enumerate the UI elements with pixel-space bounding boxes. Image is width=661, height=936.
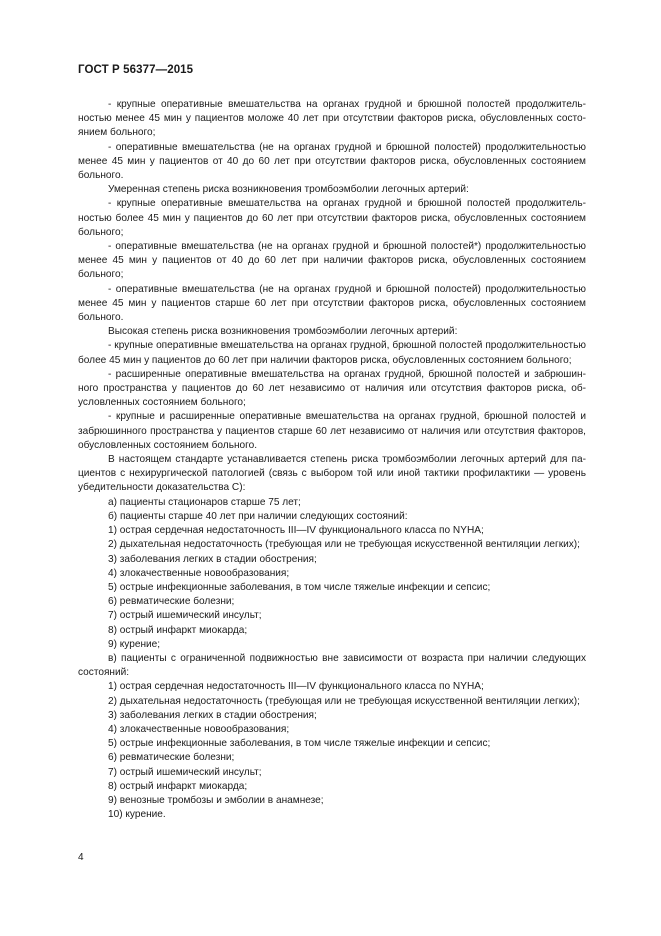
list-item: 9) венозные тромбозы и эмболии в анамнезе; [108, 794, 324, 806]
list-item: 8) острый инфаркт миокарда; [108, 624, 248, 636]
paragraph: Высокая степень риска возникновения тромбоэмболии легочных артерий: [108, 326, 458, 338]
list-item: 7) острый ишемический инсульт; [108, 766, 262, 778]
paragraph: - крупные и расширенные оперативные вмешательства на органах грудной, брюшной полостей и забрюшинного пространства у пациентов старше 60 лет независимо от наличия или отсутствия факторов, обусловленных состоянием больного. [78, 411, 586, 451]
paragraph: В настоящем стандарте устанавливается степень риска тромбоэмболии легочных артерий для пациентов с нехирургической патологией (связь с выбором той или иной тактики профилактики — уровень убедительности доказательства С): [78, 454, 586, 494]
list-item: 3) заболевания легких в стадии обострения; [108, 553, 317, 565]
list-item: 4) злокачественные новообразования; [108, 567, 290, 579]
list-item: а) пациенты стационаров старше 75 лет; [108, 496, 301, 508]
list-item: 6) ревматические болезни; [108, 596, 235, 608]
paragraph: Умеренная степень риска возникновения тромбоэмболии легочных артерий: [108, 184, 469, 196]
list-item: 5) острые инфекционные заболевания, в том числе тяжелые инфекции и сепсис; [108, 738, 491, 750]
list-item: 9) курение; [108, 638, 161, 650]
list-item: б) пациенты старше 40 лет при наличии следующих состояний: [108, 510, 408, 522]
page-number: 4 [78, 852, 84, 863]
paragraph: - крупные оперативные вмешательства на органах грудной и брюшной полостей продолжительностью менее 45 мин у пациентов моложе 40 лет при отсутствии факторов риска, обусловленных состоянием больного; [78, 99, 586, 139]
list-item: 7) острый ишемический инсульт; [108, 610, 262, 622]
body-text [78, 98, 586, 822]
list-item: 3) заболевания легких в стадии обострения; [108, 709, 317, 721]
list-item: 2) дыхательная недостаточность (требующая или не требующая искусственной вентиляции легких); [108, 695, 580, 707]
paragraph: - оперативные вмешательства (не на органах грудной и брюшной полостей) продолжительностью менее 45 мин у пациентов старше 60 лет при отсутствии факторов риска, обусловленных состоянием больного. [78, 283, 586, 324]
list-item: 2) дыхательная недостаточность (требующая или не требующая искусственной вентиляции легких); [108, 539, 580, 551]
paragraph: - крупные оперативные вмешательства на органах грудной и брюшной полостей продолжительностью более 45 мин у пациентов до 60 лет при отсутствии факторов риска, обусловленных состоянием больного; [78, 198, 586, 238]
paragraph: - оперативные вмешательства (не на органах грудной и брюшной полостей) продолжительностью менее 45 мин у пациентов от 40 до 60 лет при отсутствии факторов риска, обусловленных состоянием больного. [78, 141, 586, 182]
list-item: 1) острая сердечная недостаточность III—IV функционального класса по NYHA; [108, 525, 484, 537]
standard-designation: ГОСТ Р 56377—2015 [78, 64, 194, 76]
list-item: 6) ревматические болезни; [108, 752, 235, 764]
list-item: 1) острая сердечная недостаточность III—IV функционального класса по NYHA; [108, 681, 484, 693]
list-item: 10) курение. [108, 809, 166, 821]
paragraph: - крупные оперативные вмешательства на органах грудной, брюшной полостей продолжительностью более 45 мин у пациентов до 60 лет при наличии факторов риска, обусловленных состоянием больного; [78, 340, 586, 366]
paragraph: - оперативные вмешательства (не на органах грудной и брюшной полостей*) продолжительностью менее 45 мин у пациентов от 40 до 60 лет при наличии факторов риска, обусловленных состоянием больного; [78, 241, 586, 281]
list-item: 8) острый инфаркт миокарда; [108, 780, 248, 792]
list-item: в) пациенты с ограниченной подвижностью вне зависимости от возраста при наличии следующих состояний: [78, 652, 586, 679]
paragraph: - расширенные оперативные вмешательства на органах грудной, брюшной полостей и забрюшинного пространства у пациентов до 60 лет независимо от наличия или отсутствия факторов риска, обусловленных состоянием больного; [78, 368, 586, 409]
list-item: 5) острые инфекционные заболевания, в том числе тяжелые инфекции и сепсис; [108, 581, 491, 593]
list-item: 4) злокачественные новообразования; [108, 723, 290, 735]
